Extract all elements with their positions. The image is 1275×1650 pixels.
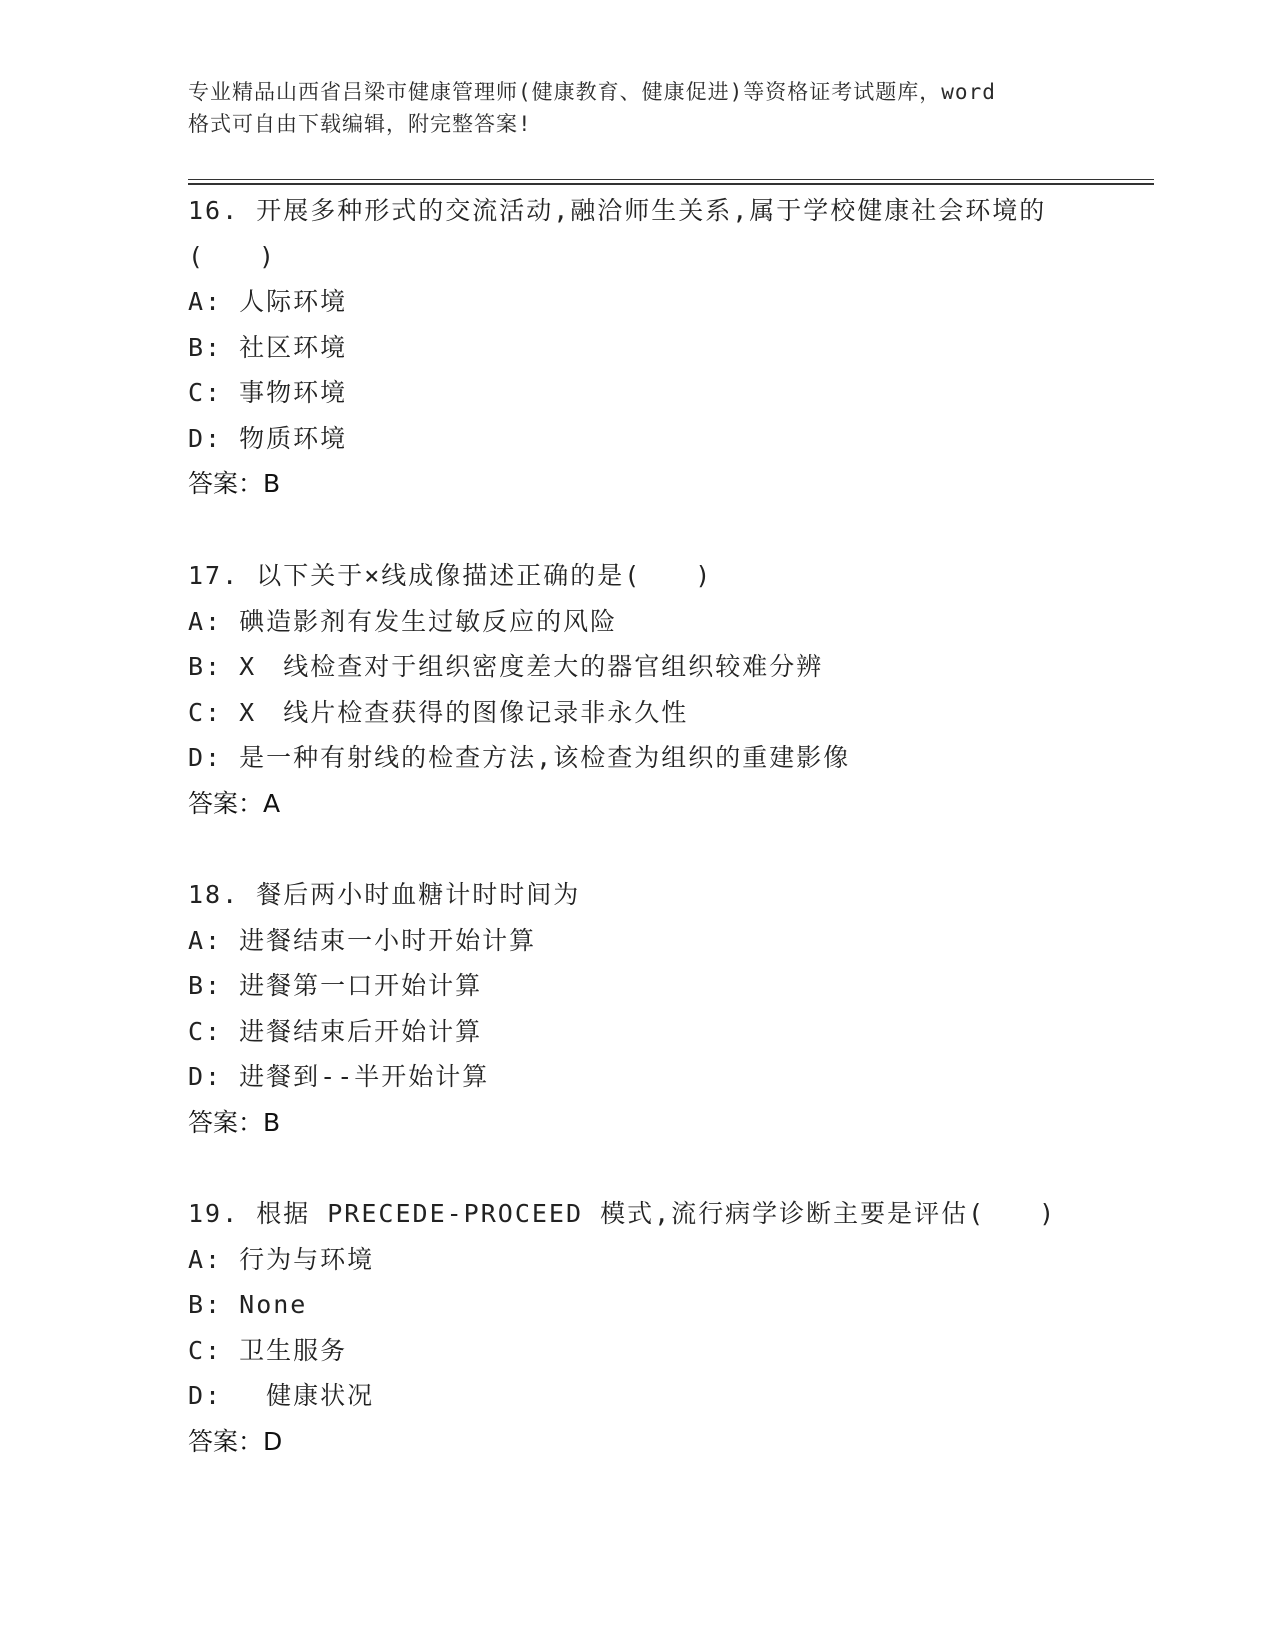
question-stem: 16. 开展多种形式的交流活动,融洽师生关系,属于学校健康社会环境的( )	[188, 196, 1047, 271]
question-stem: 19. 根据 PRECEDE-PROCEED 模式,流行病学诊断主要是评估( )	[188, 1199, 1057, 1228]
option-d: D: 物质环境	[188, 423, 348, 453]
option-a: A: 进餐结束一小时开始计算	[188, 925, 537, 955]
question-stem: 18. 餐后两小时血糖计时时间为	[188, 880, 581, 909]
option-b: B: 进餐第一口开始计算	[188, 971, 483, 1000]
question-18	[188, 872, 1088, 1145]
answer: 答案：B	[188, 469, 281, 498]
option-c: C: 卫生服务	[188, 1335, 348, 1365]
option-a: A: 人际环境	[188, 287, 348, 316]
option-b: B: 社区环境	[188, 332, 348, 362]
document-header	[188, 76, 1088, 140]
question-17	[188, 553, 1088, 826]
option-b: B: X 线检查对于组织密度差大的器官组织较难分辨	[188, 652, 824, 681]
question-16	[188, 188, 1088, 507]
option-a: A: 行为与环境	[188, 1244, 375, 1274]
option-b: B: None	[188, 1290, 308, 1319]
answer: 答案：B	[188, 1107, 281, 1137]
header-divider-thick	[188, 183, 1154, 185]
header-divider-thin	[188, 179, 1154, 180]
option-c: C: X 线片检查获得的图像记录非永久性	[188, 697, 689, 727]
option-a: A: 碘造影剂有发生过敏反应的风险	[188, 606, 618, 636]
option-c: C: 事物环境	[188, 378, 348, 407]
header-line-2: 格式可自由下载编辑，附完整答案!	[188, 112, 532, 136]
answer: 答案：A	[188, 788, 281, 818]
option-d: D: 是一种有射线的检查方法,该检查为组织的重建影像	[188, 743, 851, 772]
option-d: D: 进餐到--半开始计算	[188, 1062, 490, 1091]
answer: 答案：D	[188, 1426, 283, 1456]
header-line-1: 专业精品山西省吕梁市健康管理师(健康教育、健康促进)等资格证考试题库，word	[188, 80, 996, 104]
question-19	[188, 1191, 1088, 1464]
option-d: D: 健康状况	[188, 1381, 375, 1410]
option-c: C: 进餐结束后开始计算	[188, 1016, 483, 1046]
question-stem: 17. 以下关于×线成像描述正确的是( )	[188, 561, 713, 590]
